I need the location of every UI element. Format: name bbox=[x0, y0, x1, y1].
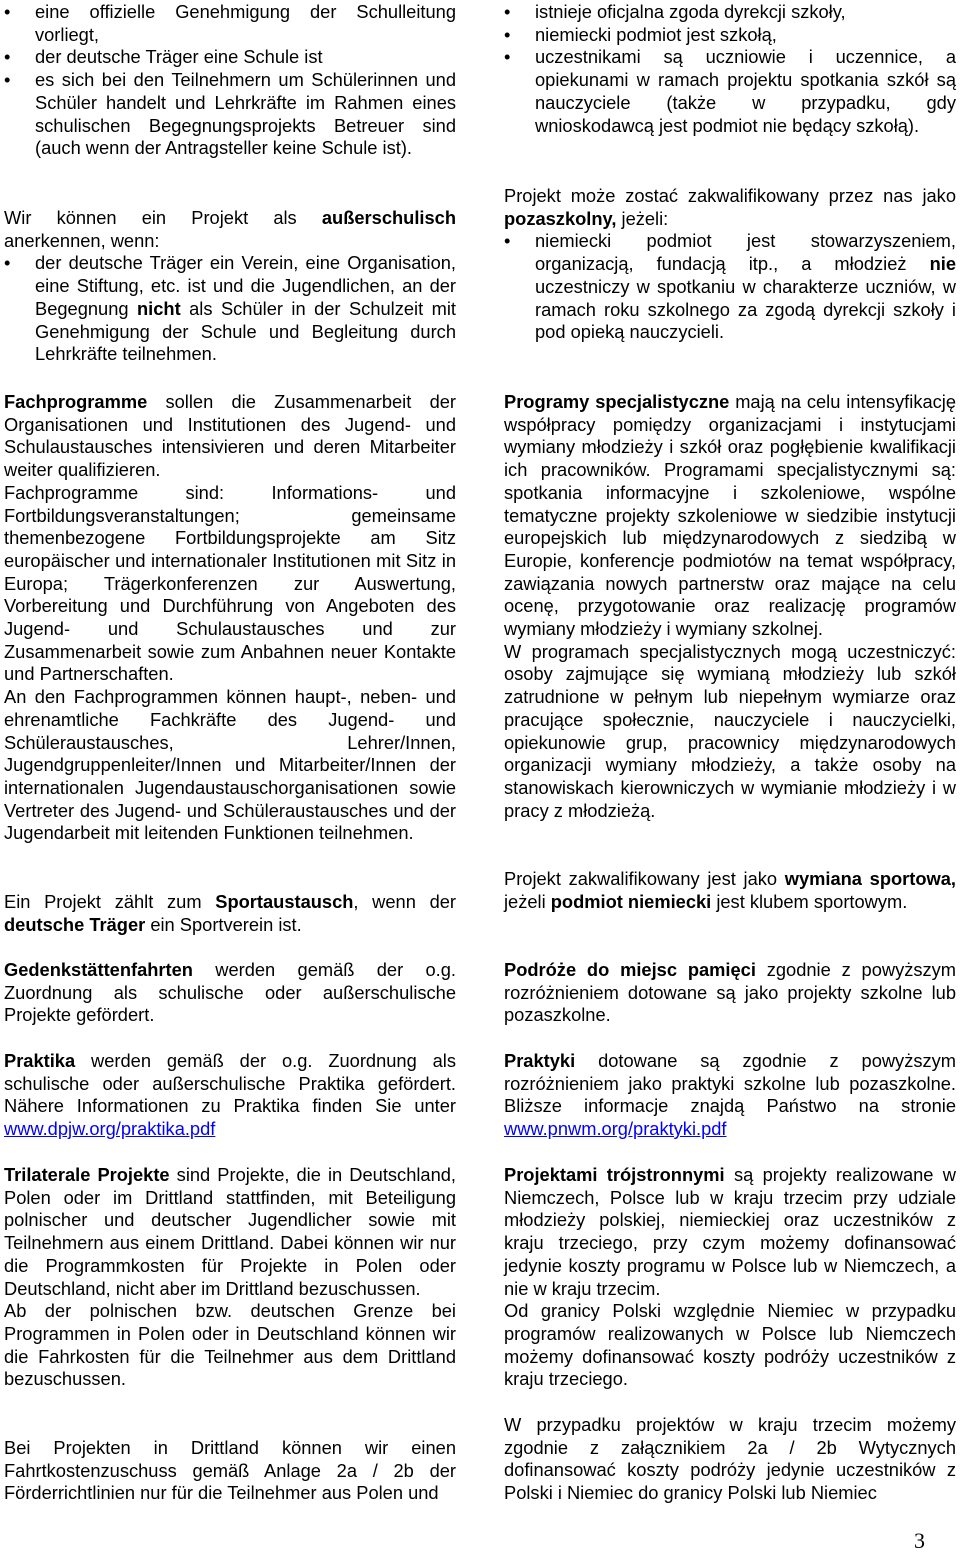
internships-link[interactable]: www.pnwm.org/praktyki.pdf bbox=[504, 1118, 727, 1140]
extracurricular-section bbox=[504, 185, 956, 344]
paragraph: Podróże do miejsc pamięci zgodnie z powyższym rozróżnieniem dotowane są jako projekty szkolne lub pozaszkolne. bbox=[504, 959, 957, 1026]
list-item: • niemiecki podmiot jest stowarzyszeniem, organizacją, fundacją itp., a młodzież nie uczestniczy w spotkaniu w charakterze uczniów, w ramach roku szkolnego za zgodą dyrekcji szkoły i pod opieką nauczycieli. bbox=[504, 230, 956, 344]
specialist-programs-section bbox=[504, 391, 956, 822]
paragraph: Bei Projekten in Drittland können wir einen Fahrtkostenzuschuss gemäß Anlage 2a / 2b der Förderrichtlinien nur für die Teilnehmer aus Polen und bbox=[4, 1437, 456, 1504]
paragraph: Ein Projekt zählt zum Sportaustausch, wenn der deutsche Träger ein Sportverein ist. bbox=[4, 891, 456, 935]
list-item: • uczestnikami są uczniowie i uczennice, a opiekunami w ramach projektu spotkania szkół są nauczyciele (także w przypadku, gdy wnioskodawcą jest podmiot nie będący szkołą). bbox=[504, 46, 956, 137]
internships-section bbox=[504, 1050, 956, 1141]
list-item: • istnieje oficjalna zgoda dyrekcji szkoły, bbox=[504, 1, 956, 24]
paragraph: Projekt zakwalifikowany jest jako wymiana sportowa, jeżeli podmiot niemiecki jest klubem sportowym. bbox=[504, 868, 957, 912]
school-criteria-list bbox=[4, 1, 456, 160]
trilateral-section bbox=[4, 1164, 456, 1391]
list-item: • es sich bei den Teilnehmern um Schülerinnen und Schüler handelt und Lehrkräfte im Rahmen eines schulischen Begegnungsprojekts Betreuer sind (auch wenn der Antragsteller keine Schule ist). bbox=[4, 69, 456, 160]
paragraph: Projektami trójstronnymi są projekty realizowane w Niemczech, Polsce lub w kraju trzecim przy udziale młodzieży polskiej, niemieckiej oraz uczestników z kraju trzeciego, przy czym możemy dofinansować jedynie koszty programu w Polsce lub w Niemczech, a nie w kraju trzecim. bbox=[504, 1164, 956, 1299]
list-item: • niemiecki podmiot jest szkołą, bbox=[504, 24, 956, 47]
list-item: • der deutsche Träger eine Schule ist bbox=[4, 46, 456, 69]
specialist-programs-section bbox=[4, 391, 456, 845]
paragraph: Programy specjalistyczne mają na celu intensyfikację współpracy pomiędzy organizacjami i instytucjami wymiany młodzieży i szkół oraz pogłębienie kwalifikacji ich pracowników. Programami specjalistycznymi są: spotkania informacyjne i szkoleniowe, wspólne tematyczne projekty szkoleniowe w siedzibie instytucji europejskich lub międzynarodowych z siedzibą w Europie, konferencje podmiotów na temat współpracy, zawiązania nowych partnerstw oraz mające na celu ocenę, przygotowanie oraz realizację programów wymiany młodzieży i wymiany szkolnej. bbox=[504, 391, 956, 640]
paragraph: Od granicy Polski względnie Niemiec w przypadku programów realizowanych w Polsce lub Niemczech możemy dofinansować koszty podróży uczestników z kraju trzeciego. bbox=[504, 1300, 956, 1390]
paragraph: Trilaterale Projekte sind Projekte, die in Deutschland, Polen oder im Drittland stattfinden, mit Beteiligung polnischer und deutscher Jugendlicher sowie mit Teilnehmern aus einem Drittland. Dabei können wir nur die Programmkosten für Projekte in Polen oder Deutschland, nicht aber im Drittland bezuschussen. bbox=[4, 1164, 457, 1299]
extracurricular-criteria-list bbox=[504, 230, 956, 344]
sport-exchange-section bbox=[4, 891, 456, 936]
memorial-trips-section bbox=[504, 959, 956, 1027]
paragraph: Praktika werden gemäß der o.g. Zuordnung als schulische oder außerschulische Praktika gefördert. Nähere Informationen zu Praktika finden Sie unter www.dpjw.org/praktika.pdf bbox=[4, 1050, 456, 1140]
page-number: 3 bbox=[914, 1528, 925, 1553]
paragraph: Praktyki dotowane są zgodnie z powyższym rozróżnieniem jako praktyki szkolne lub pozaszkolne. Bliższe informacje znajdą Państwo na stronie www.pnwm.org/praktyki.pdf bbox=[504, 1050, 956, 1140]
paragraph: Wir können ein Projekt als außerschulisch anerkennen, wenn: bbox=[4, 207, 456, 251]
paragraph: An den Fachprogrammen können haupt-, neben- und ehrenamtliche Fachkräfte des Jugend- und Schüleraustausches, Lehrer/Innen, Jugendgruppenleiter/Innen und Mitarbeiter/Innen der internationalen Jugendaustauschorganisationen sowie Vertreter des Jugend- und Schüleraustausches und der Jugendarbeit mit leitenden Funktionen teilnehmen. bbox=[4, 686, 456, 844]
paragraph: Fachprogramme sind: Informations- und Fortbildungsveranstaltungen; gemeinsame themenbezogene Fortbildungsprojekte am Sitz europäischer und internationaler Institutionen mit Sitz in Europa; Trägerkonferenzen zur Auswertung, Vorbereitung und Durchführung von Angeboten des Jugend- und Schulaustausches und zur Zusammenarbeit sowie zum Anbahnen neuer Kontakte und Partnerschaften. bbox=[4, 481, 456, 685]
paragraph: Projekt może zostać zakwalifikowany przez nas jako pozaszkolny, jeżeli: bbox=[504, 185, 956, 229]
school-criteria-list bbox=[504, 1, 956, 137]
paragraph: Ab der polnischen bzw. deutschen Grenze bei Programmen in Polen oder in Deutschland können wir die Fahrkosten für die Teilnehmer aus dem Drittland bezuschussen. bbox=[4, 1300, 456, 1390]
list-item: • der deutsche Träger ein Verein, eine Organisation, eine Stiftung, etc. ist und die Jugendlichen, an der Begegnung nicht als Schüler in der Schulzeit mit Genehmigung der Schule und Begleitung durch Lehrkräfte teilnehmen. bbox=[4, 252, 456, 366]
internships-section bbox=[4, 1050, 456, 1141]
paragraph: W programach specjalistycznych mogą uczestniczyć: osoby zajmujące się wymianą młodzieży lub szkół zatrudnione w pełnym lub niepełnym wymiarze oraz pracujące społecznie, nauczyciele i nauczycielki, opiekunowie grup, pracownicy międzynarodowych organizacji wymiany młodzieży, a także osoby na stanowiskach kierowniczych w wymianie młodzieży i w pracy z młodzieżą. bbox=[504, 640, 956, 821]
paragraph: W przypadku projektów w kraju trzecim możemy zgodnie z załącznikiem 2a / 2b Wytycznych dofinansować koszty podróży jedynie uczestników z Polski i Niemiec do granicy Polski lub Niemiec bbox=[504, 1414, 956, 1504]
third-country-section bbox=[4, 1437, 456, 1505]
internships-link[interactable]: www.dpjw.org/praktika.pdf bbox=[4, 1118, 216, 1140]
third-country-section bbox=[504, 1414, 956, 1505]
paragraph: Gedenkstättenfahrten werden gemäß der o.g. Zuordnung als schulische oder außerschulische Projekte gefördert. bbox=[4, 959, 456, 1026]
paragraph: Fachprogramme sollen die Zusammenarbeit der Organisationen und Institutionen des Jugend- und Schulaustausches intensivieren und deren Mitarbeiter weiter qualifizieren. bbox=[4, 391, 456, 481]
trilateral-section bbox=[504, 1164, 956, 1391]
sport-exchange-section bbox=[504, 868, 956, 913]
list-item: • eine offizielle Genehmigung der Schulleitung vorliegt, bbox=[4, 1, 456, 46]
extracurricular-section bbox=[4, 207, 456, 366]
memorial-trips-section bbox=[4, 959, 456, 1027]
extracurricular-criteria-list bbox=[4, 252, 456, 366]
